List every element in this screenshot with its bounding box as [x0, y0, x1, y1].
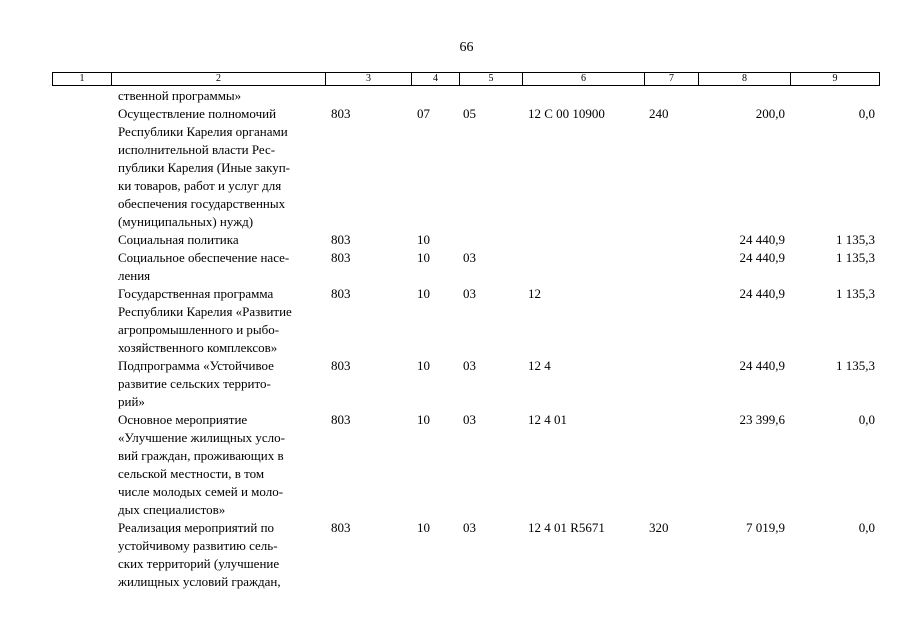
row-name-line: устойчивому развитию сель-	[118, 538, 278, 553]
row-name-line: ских территорий (улучшение	[118, 556, 280, 571]
header-col-7: 7	[645, 73, 699, 85]
row-name-line: Осуществление полномочий	[118, 106, 277, 121]
row-c6-cell: 12	[528, 286, 541, 301]
row-c6-cell: 12 4 01 R5671	[528, 520, 605, 535]
row-name-line: жилищных условий граждан,	[118, 574, 281, 589]
row-name-line: «Улучшение жилищных усло-	[118, 430, 285, 445]
row-name-line: Государственная программа	[118, 286, 274, 301]
row-name	[118, 285, 328, 357]
row-c6-cell: 12 4	[528, 358, 551, 373]
table-row	[52, 87, 880, 105]
row-name-line: Социальная политика	[118, 232, 239, 247]
row-c4-cell: 10	[417, 358, 430, 373]
row-c4-cell: 10	[417, 250, 430, 265]
row-c3-cell: 803	[331, 358, 351, 373]
row-c5-cell: 03	[463, 250, 476, 265]
row-c9-cell: 1 135,3	[836, 250, 875, 265]
row-c8-cell: 24 440,9	[739, 250, 785, 265]
header-col-2: 2	[112, 73, 326, 85]
header-col-9: 9	[832, 73, 838, 84]
row-name-line: вий граждан, проживающих в	[118, 448, 284, 463]
row-c4-cell: 10	[417, 412, 430, 427]
row-c8-cell: 24 440,9	[739, 232, 785, 247]
row-c4-cell: 10	[417, 520, 430, 535]
header-col-3: 3	[326, 73, 412, 85]
header-col-6: 6	[523, 73, 645, 85]
row-c3-cell: 803	[331, 250, 351, 265]
row-name-line: ственной программы»	[118, 88, 242, 103]
row-c5-cell: 03	[463, 520, 476, 535]
row-c8-cell: 24 440,9	[739, 358, 785, 373]
row-c5-cell: 03	[463, 358, 476, 373]
row-name-line: Социальное обеспечение насе-	[118, 250, 290, 265]
table-header	[52, 72, 880, 86]
row-c3-cell: 803	[331, 520, 351, 535]
row-name-line: сельской местности, в том	[118, 466, 265, 481]
row-name	[118, 411, 328, 519]
row-name-line: Республики Карелия органами	[118, 124, 288, 139]
row-name	[118, 357, 328, 411]
row-c9-cell: 0,0	[858, 106, 875, 121]
row-name-line: ления	[118, 268, 151, 283]
row-c3-cell: 803	[331, 232, 351, 247]
row-c4-cell: 07	[417, 106, 430, 121]
row-c6-cell: 12 С 00 10900	[528, 106, 605, 121]
row-name	[118, 87, 328, 105]
row-c9-cell: 0,0	[858, 412, 875, 427]
row-name-line: развитие сельских террито-	[118, 376, 271, 391]
header-col-8: 8	[699, 73, 791, 85]
table-row	[52, 519, 880, 591]
row-name-line: Подпрограмма «Устойчивое	[118, 358, 274, 373]
row-c4-cell: 10	[417, 286, 430, 301]
row-c9-cell: 1 135,3	[836, 232, 875, 247]
row-name-line: Реализация мероприятий по	[118, 520, 275, 535]
row-c5-cell: 03	[463, 412, 476, 427]
row-name	[118, 519, 328, 591]
row-c5-cell: 03	[463, 286, 476, 301]
row-name-line: публики Карелия (Иные закуп-	[118, 160, 291, 175]
row-c8-cell: 24 440,9	[739, 286, 785, 301]
row-c9-cell: 1 135,3	[836, 358, 875, 373]
table-row	[52, 231, 880, 249]
row-c8-cell: 7 019,9	[746, 520, 785, 535]
table-row	[52, 105, 880, 231]
row-name	[118, 231, 328, 249]
row-name-line: рий»	[118, 394, 145, 409]
row-c5-cell: 05	[463, 106, 476, 121]
row-name-line: дых специалистов»	[118, 502, 226, 517]
table-body	[52, 87, 880, 591]
page-number: 66	[459, 40, 474, 55]
row-c3-cell: 803	[331, 286, 351, 301]
row-c7-cell: 240	[649, 106, 669, 121]
row-c3-cell: 803	[331, 106, 351, 121]
table-row	[52, 411, 880, 519]
row-c8-cell: 200,0	[755, 106, 785, 121]
row-name-line: агропромышленного и рыбо-	[118, 322, 280, 337]
table-row	[52, 249, 880, 285]
row-c9-cell: 1 135,3	[836, 286, 875, 301]
row-name-line: обеспечения государственных	[118, 196, 286, 211]
header-col-1: 1	[53, 73, 112, 85]
row-c3-cell: 803	[331, 412, 351, 427]
row-name-line: ки товаров, работ и услуг для	[118, 178, 282, 193]
table-row	[52, 357, 880, 411]
row-c8-cell: 23 399,6	[739, 412, 785, 427]
row-name-line: (муниципальных) нужд)	[118, 214, 254, 229]
row-name-line: Основное мероприятие	[118, 412, 248, 427]
row-name-line: исполнительной власти Рес-	[118, 142, 276, 157]
row-c4-cell: 10	[417, 232, 430, 247]
row-name	[118, 249, 328, 285]
row-c7-cell: 320	[649, 520, 669, 535]
table-row	[52, 285, 880, 357]
row-name	[118, 105, 328, 231]
row-name-line: Республики Карелия «Развитие	[118, 304, 292, 319]
row-c9-cell: 0,0	[858, 520, 875, 535]
row-name-line: числе молодых семей и моло-	[118, 484, 284, 499]
header-col-5: 5	[460, 73, 523, 85]
row-c6-cell: 12 4 01	[528, 412, 567, 427]
row-name-line: хозяйственного комплексов»	[118, 340, 278, 355]
header-col-4: 4	[412, 73, 460, 85]
